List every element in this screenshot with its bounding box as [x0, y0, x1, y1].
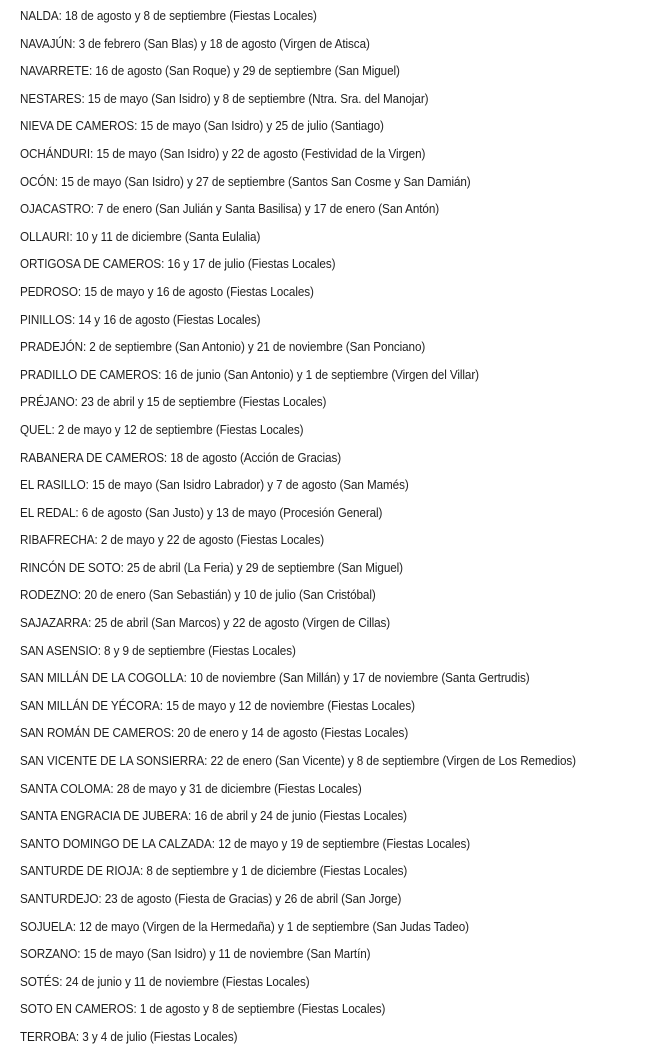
list-item-el-rasillo: EL RASILLO: 15 de mayo (San Isidro Labrador) y 7 de agosto (San Mamés) [20, 477, 409, 493]
list-item-sajazarra: SAJAZARRA: 25 de abril (San Marcos) y 22 de agosto (Virgen de Cillas) [20, 615, 391, 631]
list-item-pradejon: PRADEJÓN: 2 de septiembre (San Antonio) y 21 de noviembre (San Ponciano) [20, 339, 426, 355]
list-item-ojacastro: OJACASTRO: 7 de enero (San Julián y Santa Basilisa) y 17 de enero (San Antón) [20, 201, 440, 217]
list-item-terroba: TERROBA: 3 y 4 de julio (Fiestas Locales) [20, 1028, 238, 1044]
list-item-ortigosa-de-cameros: ORTIGOSA DE CAMEROS: 16 y 17 de julio (Fiestas Locales) [20, 256, 336, 272]
list-item-ollauri: OLLAURI: 10 y 11 de diciembre (Santa Eulalia) [20, 228, 261, 244]
list-item-san-asensio: SAN ASENSIO: 8 y 9 de septiembre (Fiestas Locales) [20, 642, 296, 658]
list-item-santa-engracia-de-jubera: SANTA ENGRACIA DE JUBERA: 16 de abril y 24 de junio (Fiestas Locales) [20, 808, 407, 824]
list-item-san-roman-de-cameros: SAN ROMÁN DE CAMEROS: 20 de enero y 14 de agosto (Fiestas Locales) [20, 725, 409, 741]
list-item-navajun: NAVAJÚN: 3 de febrero (San Blas) y 18 de agosto (Virgen de Atisca) [20, 35, 370, 51]
list-item-san-millan-de-yecora: SAN MILLÁN DE YÉCORA: 15 de mayo y 12 de noviembre (Fiestas Locales) [20, 697, 415, 713]
list-item-nalda: NALDA: 18 de agosto y 8 de septiembre (Fiestas Locales) [20, 8, 317, 23]
list-item-soto-en-cameros: SOTO EN CAMEROS: 1 de agosto y 8 de septiembre (Fiestas Locales) [20, 1001, 386, 1017]
list-item-sojuela: SOJUELA: 12 de mayo (Virgen de la Hermedaña) y 1 de septiembre (San Judas Tadeo) [20, 918, 469, 934]
list-item-quel: QUEL: 2 de mayo y 12 de septiembre (Fiestas Locales) [20, 421, 304, 437]
list-item-san-vicente-de-la-sonsierra: SAN VICENTE DE LA SONSIERRA: 22 de enero (San Vicente) y 8 de septiembre (Virgen de Los Remedios) [20, 753, 576, 769]
list-item-el-redal: EL REDAL: 6 de agosto (San Justo) y 13 de mayo (Procesión General) [20, 504, 383, 520]
list-item-santo-domingo-de-la-calzada: SANTO DOMINGO DE LA CALZADA: 12 de mayo y 19 de septiembre (Fiestas Locales) [20, 835, 471, 851]
list-item-rincon-de-soto: RINCÓN DE SOTO: 25 de abril (La Feria) y 29 de septiembre (San Miguel) [20, 559, 403, 575]
list-item-san-millan-de-la-cogolla: SAN MILLÁN DE LA COGOLLA: 10 de noviembre (San Millán) y 17 de noviembre (Santa Gertrudis) [20, 670, 530, 686]
list-item-pedroso: PEDROSO: 15 de mayo y 16 de agosto (Fiestas Locales) [20, 283, 314, 299]
list-item-pinillos: PINILLOS: 14 y 16 de agosto (Fiestas Locales) [20, 311, 261, 327]
list-item-santurdejo: SANTURDEJO: 23 de agosto (Fiesta de Gracias) y 26 de abril (San Jorge) [20, 891, 402, 906]
list-item-nieva-de-cameros: NIEVA DE CAMEROS: 15 de mayo (San Isidro) y 25 de julio (Santiago) [20, 118, 384, 134]
list-item-ribafrecha: RIBAFRECHA: 2 de mayo y 22 de agosto (Fiestas Locales) [20, 532, 325, 548]
list-item-rodezno: RODEZNO: 20 de enero (San Sebastián) y 10 de julio (San Cristóbal) [20, 587, 376, 603]
list-item-sotes: SOTÉS: 24 de junio y 11 de noviembre (Fiestas Locales) [20, 973, 310, 989]
list-item-navarrete: NAVARRETE: 16 de agosto (San Roque) y 29 de septiembre (San Miguel) [20, 63, 400, 79]
list-item-sorzano: SORZANO: 15 de mayo (San Isidro) y 11 de noviembre (San Martín) [20, 946, 371, 962]
list-item-prejano: PRÉJANO: 23 de abril y 15 de septiembre (Fiestas Locales) [20, 394, 327, 410]
list-item-rabanera-de-cameros: RABANERA DE CAMEROS: 18 de agosto (Acción de Gracias) [20, 449, 342, 465]
list-item-ocon: OCÓN: 15 de mayo (San Isidro) y 27 de septiembre (Santos San Cosme y San Damián) [20, 173, 471, 189]
list-item-nestares: NESTARES: 15 de mayo (San Isidro) y 8 de septiembre (Ntra. Sra. del Manojar) [20, 90, 429, 106]
list-item-santa-coloma: SANTA COLOMA: 28 de mayo y 31 de diciembre (Fiestas Locales) [20, 780, 362, 796]
holiday-list [20, 5, 660, 1054]
list-item-santurde-de-rioja: SANTURDE DE RIOJA: 8 de septiembre y 1 de diciembre (Fiestas Locales) [20, 863, 408, 879]
list-item-ochanduri: OCHÁNDURI: 15 de mayo (San Isidro) y 22 de agosto (Festividad de la Virgen) [20, 145, 426, 161]
list-item-pradillo-de-cameros: PRADILLO DE CAMEROS: 16 de junio (San Antonio) y 1 de septiembre (Virgen del Villar) [20, 366, 479, 382]
